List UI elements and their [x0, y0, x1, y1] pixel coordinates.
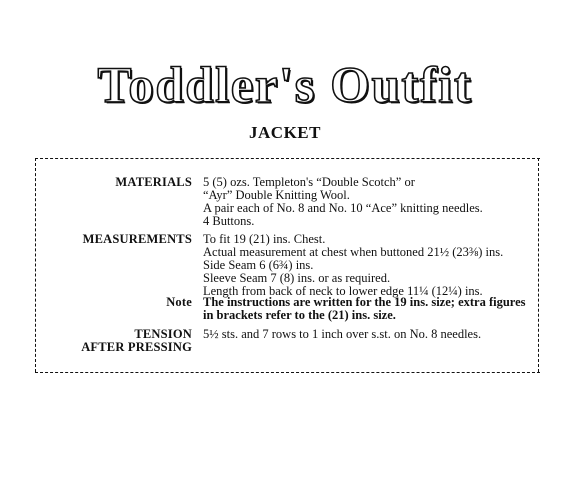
- note-text: [203, 296, 533, 322]
- materials-text: [203, 176, 533, 228]
- measurements-label: [40, 233, 192, 246]
- note-label-text: Note: [166, 295, 192, 309]
- measurements-label-text: MEASUREMENTS: [82, 232, 192, 246]
- measurements-line: Sleeve Seam 7 (8) ins. or as required.: [203, 271, 391, 285]
- tension-text: [203, 328, 533, 341]
- note-line: in brackets refer to the (21) ins. size.: [203, 308, 396, 322]
- materials-line: “Ayr” Double Knitting Wool.: [203, 188, 350, 202]
- materials-line: A pair each of No. 8 and No. 10 “Ace” knitting needles.: [203, 201, 483, 215]
- measurements-line: To fit 19 (21) ins. Chest.: [203, 232, 326, 246]
- materials-label-text: MATERIALS: [115, 175, 192, 189]
- measurements-text: [203, 233, 533, 298]
- measurements-line: Side Seam 6 (6¾) ins.: [203, 258, 314, 272]
- section-title: JACKET: [249, 123, 321, 142]
- measurements-line: Actual measurement at chest when buttoned 21½ (23⅜) ins.: [203, 245, 504, 259]
- measurements-line: Length from back of neck to lower edge 11¼ (12¼) ins.: [203, 284, 483, 298]
- materials-line: 5 (5) ozs. Templeton's “Double Scotch” or: [203, 175, 415, 189]
- note-label: [40, 296, 192, 309]
- materials-line: 4 Buttons.: [203, 214, 255, 228]
- tension-label-text: AFTER PRESSING: [81, 340, 192, 354]
- note-line: The instructions are written for the 19 ins. size; extra figures: [203, 295, 526, 309]
- materials-label: [40, 176, 192, 189]
- tension-label: [40, 328, 192, 354]
- tension-line: 5½ sts. and 7 rows to 1 inch over s.st. on No. 8 needles.: [203, 327, 482, 341]
- dashed-border-left: [35, 158, 36, 372]
- dashed-border-right: [538, 158, 539, 372]
- dashed-border-bottom: [35, 372, 540, 373]
- dashed-border-top: [35, 158, 540, 159]
- tension-label-text: TENSION: [134, 327, 192, 341]
- page-title: Toddler's Outfit: [97, 58, 473, 114]
